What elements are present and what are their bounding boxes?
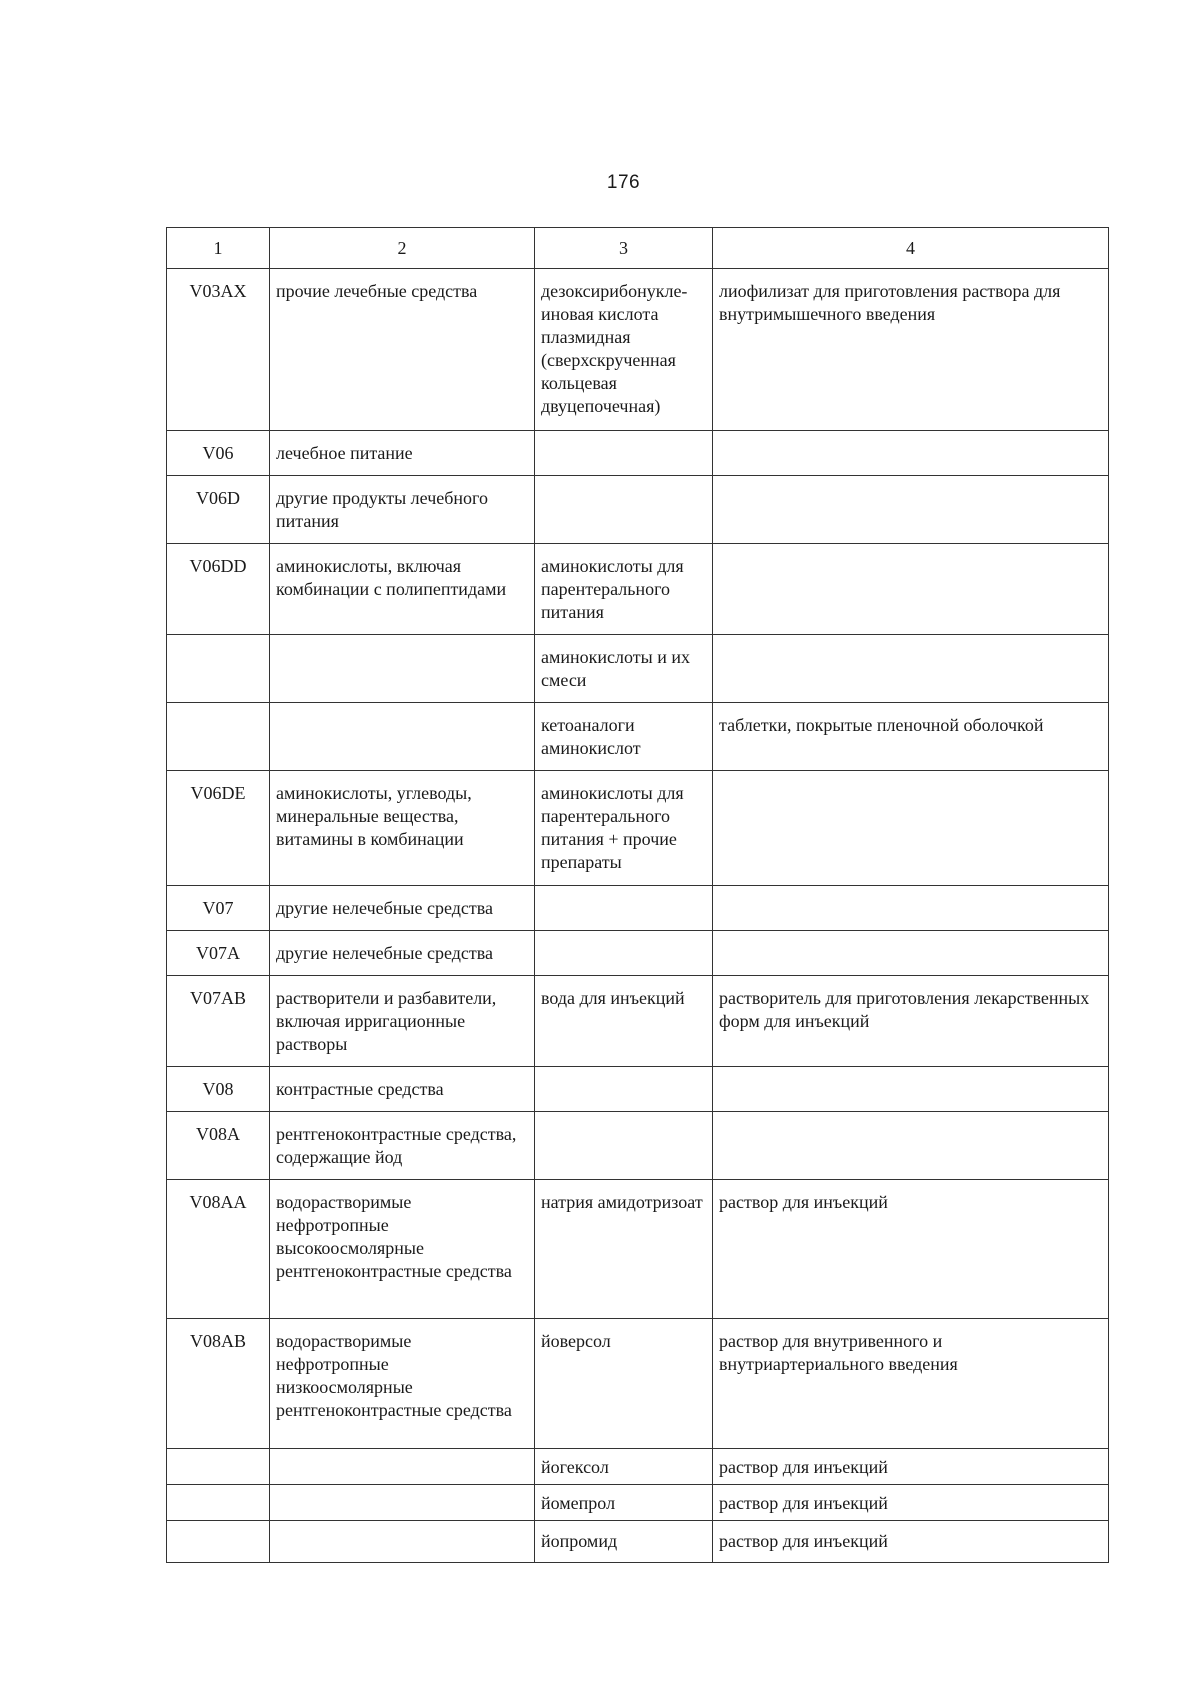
anatomical-group-cell: рентгеноконтрастные средства, содержащие йод (270, 1112, 535, 1180)
table-row (167, 1180, 1109, 1319)
dosage-form-cell (713, 886, 1109, 931)
dosage-form-cell: лиофилизат для приготовления раствора для внутримышечного введения (713, 269, 1109, 431)
dosage-form-cell: раствор для инъекций (713, 1485, 1109, 1521)
atc-code-cell: V08AB (167, 1319, 270, 1449)
atc-code-cell: V06DE (167, 771, 270, 886)
atc-code-cell: V06D (167, 476, 270, 544)
substance-cell (535, 431, 713, 476)
atc-code-cell: V06DD (167, 544, 270, 635)
table-row (167, 1067, 1109, 1112)
substance-cell: кетоаналоги аминокислот (535, 703, 713, 771)
substance-cell: аминокислоты и их смеси (535, 635, 713, 703)
atc-code-cell: V08A (167, 1112, 270, 1180)
anatomical-group-cell (270, 1485, 535, 1521)
table-header-row (167, 228, 1109, 269)
table-row (167, 1449, 1109, 1485)
anatomical-group-cell (270, 1521, 535, 1563)
atc-code-cell: V07 (167, 886, 270, 931)
anatomical-group-cell: другие нелечебные средства (270, 931, 535, 976)
dosage-form-cell: раствор для инъекций (713, 1180, 1109, 1319)
dosage-form-cell: растворитель для приготовления лекарственных форм для инъекций (713, 976, 1109, 1067)
dosage-form-cell (713, 431, 1109, 476)
substance-cell: йогексол (535, 1449, 713, 1485)
table-row (167, 703, 1109, 771)
anatomical-group-cell: лечебное питание (270, 431, 535, 476)
atc-code-cell: V07AB (167, 976, 270, 1067)
atc-code-cell (167, 1485, 270, 1521)
dosage-form-cell (713, 931, 1109, 976)
table-row (167, 886, 1109, 931)
anatomical-group-cell: прочие лечебные средства (270, 269, 535, 431)
table-row (167, 544, 1109, 635)
dosage-form-cell: раствор для внутривенного и внутриартериального введения (713, 1319, 1109, 1449)
substance-cell (535, 1112, 713, 1180)
atc-code-cell (167, 1521, 270, 1563)
table-row (167, 1521, 1109, 1563)
table-row (167, 1319, 1109, 1449)
table-row (167, 635, 1109, 703)
column-header-1: 1 (167, 228, 270, 269)
substance-cell: натрия амидотризоат (535, 1180, 713, 1319)
column-header-4: 4 (713, 228, 1109, 269)
atc-code-cell: V08 (167, 1067, 270, 1112)
atc-drug-table (166, 227, 1109, 1563)
substance-cell: дезоксирибонукле-иновая кислота плазмидная (сверхскрученная кольцевая двуцепочечная) (535, 269, 713, 431)
table-row (167, 476, 1109, 544)
dosage-form-cell: таблетки, покрытые пленочной оболочкой (713, 703, 1109, 771)
anatomical-group-cell (270, 635, 535, 703)
dosage-form-cell (713, 1112, 1109, 1180)
anatomical-group-cell (270, 1449, 535, 1485)
atc-code-cell: V06 (167, 431, 270, 476)
dosage-form-cell (713, 544, 1109, 635)
table-row (167, 1485, 1109, 1521)
dosage-form-cell: раствор для инъекций (713, 1449, 1109, 1485)
substance-cell: йоверсол (535, 1319, 713, 1449)
dosage-form-cell (713, 1067, 1109, 1112)
anatomical-group-cell: контрастные средства (270, 1067, 535, 1112)
table-row (167, 771, 1109, 886)
substance-cell: йопромид (535, 1521, 713, 1563)
page-number: 176 (606, 172, 641, 193)
atc-code-cell: V08AA (167, 1180, 270, 1319)
column-header-2: 2 (270, 228, 535, 269)
anatomical-group-cell: водорастворимые нефротропные низкоосмолярные рентгеноконтрастные средства (270, 1319, 535, 1449)
anatomical-group-cell: аминокислоты, включая комбинации с полипептидами (270, 544, 535, 635)
anatomical-group-cell: другие нелечебные средства (270, 886, 535, 931)
substance-cell: вода для инъекций (535, 976, 713, 1067)
substance-cell (535, 931, 713, 976)
substance-cell: аминокислоты для парентерального питания + прочие препараты (535, 771, 713, 886)
atc-code-cell (167, 703, 270, 771)
atc-code-cell (167, 635, 270, 703)
anatomical-group-cell (270, 703, 535, 771)
table-row (167, 269, 1109, 431)
column-header-3: 3 (535, 228, 713, 269)
table-row (167, 431, 1109, 476)
substance-cell (535, 476, 713, 544)
atc-code-cell: V07A (167, 931, 270, 976)
substance-cell (535, 1067, 713, 1112)
dosage-form-cell (713, 771, 1109, 886)
dosage-form-cell: раствор для инъекций (713, 1521, 1109, 1563)
atc-code-cell (167, 1449, 270, 1485)
anatomical-group-cell: растворители и разбавители, включая ирригационные растворы (270, 976, 535, 1067)
table-row (167, 931, 1109, 976)
atc-code-cell: V03AX (167, 269, 270, 431)
substance-cell (535, 886, 713, 931)
dosage-form-cell (713, 476, 1109, 544)
dosage-form-cell (713, 635, 1109, 703)
substance-cell: йомепрол (535, 1485, 713, 1521)
table-row (167, 1112, 1109, 1180)
anatomical-group-cell: водорастворимые нефротропные высокоосмолярные рентгеноконтрастные средства (270, 1180, 535, 1319)
table-row (167, 976, 1109, 1067)
anatomical-group-cell: другие продукты лечебного питания (270, 476, 535, 544)
substance-cell: аминокислоты для парентерального питания (535, 544, 713, 635)
anatomical-group-cell: аминокислоты, углеводы, минеральные вещества, витамины в комбинации (270, 771, 535, 886)
